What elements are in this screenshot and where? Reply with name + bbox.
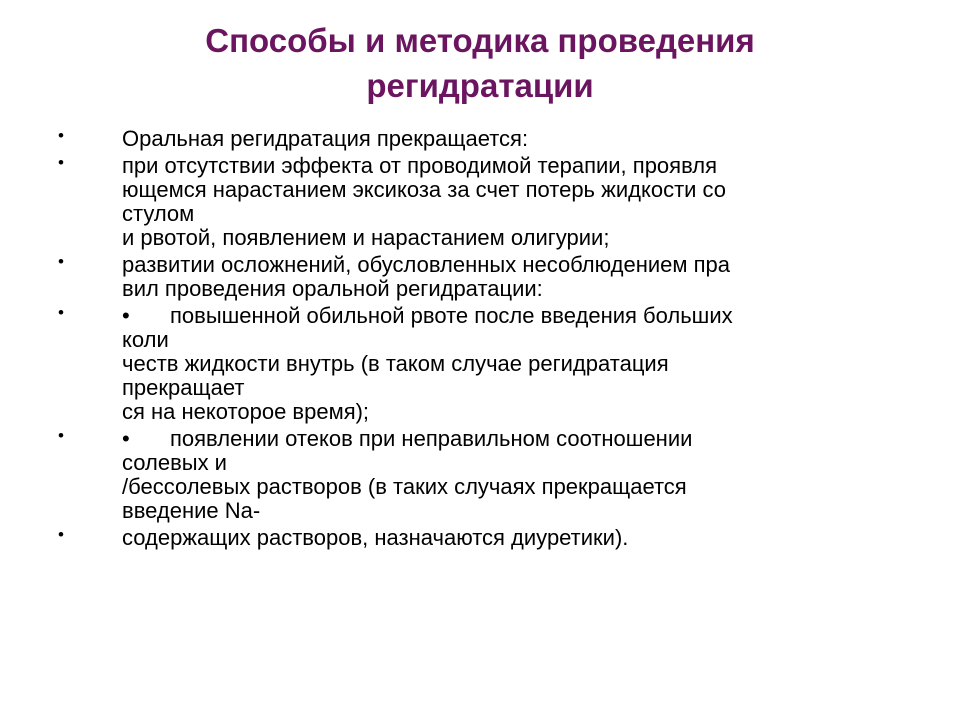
list-item	[0, 427, 960, 523]
bullet-icon: •	[58, 153, 64, 172]
list-item-line: коли	[122, 327, 169, 352]
list-item-line: и рвотой, появлением и нарастанием олигурии;	[122, 225, 610, 250]
list-item-line: стулом	[122, 201, 195, 226]
list-item-line: /бессолевых растворов (в таких случаях прекращается	[122, 474, 687, 499]
inner-bullet-icon: •	[122, 303, 130, 328]
bullet-icon: •	[58, 303, 64, 322]
slide-title-line-2: регидратации	[366, 67, 594, 104]
bullet-list	[0, 127, 960, 553]
list-item-line: ющемся нарастанием эксикоза за счет потерь жидкости со	[122, 177, 727, 202]
bullet-icon: •	[58, 252, 64, 271]
list-item	[0, 127, 960, 151]
list-item	[0, 253, 960, 301]
slide-title-line-1: Способы и методика проведения	[205, 22, 755, 59]
list-item-line: Оральная регидратация прекращается:	[122, 126, 529, 151]
inner-bullet-icon: •	[122, 426, 130, 451]
bullet-icon: •	[58, 426, 64, 445]
list-item-line: введение Na-	[122, 498, 261, 523]
list-item-line: вил проведения оральной регидратации:	[122, 276, 543, 301]
list-item-line: при отсутствии эффекта от проводимой терапии, проявля	[122, 153, 718, 178]
slide-title	[80, 18, 880, 108]
list-item-line: развитии осложнений, обусловленных несоблюдением пра	[122, 252, 731, 277]
bullet-icon: •	[58, 126, 64, 145]
list-item-line	[122, 304, 900, 328]
list-item-line: ся на некоторое время);	[122, 399, 370, 424]
list-item-line: содержащих растворов, назначаются диуретики).	[122, 525, 629, 550]
list-item	[0, 304, 960, 424]
list-item-line: прекращает	[122, 375, 245, 400]
list-item	[0, 154, 960, 250]
list-item-line: солевых и	[122, 450, 227, 475]
bullet-icon: •	[58, 525, 64, 544]
list-item-text: появлении отеков при неправильном соотношении	[170, 426, 693, 451]
list-item	[0, 526, 960, 550]
list-item-line: честв жидкости внутрь (в таком случае регидратация	[122, 351, 669, 376]
list-item-text: повышенной обильной рвоте после введения больших	[170, 303, 733, 328]
list-item-line	[122, 427, 900, 451]
